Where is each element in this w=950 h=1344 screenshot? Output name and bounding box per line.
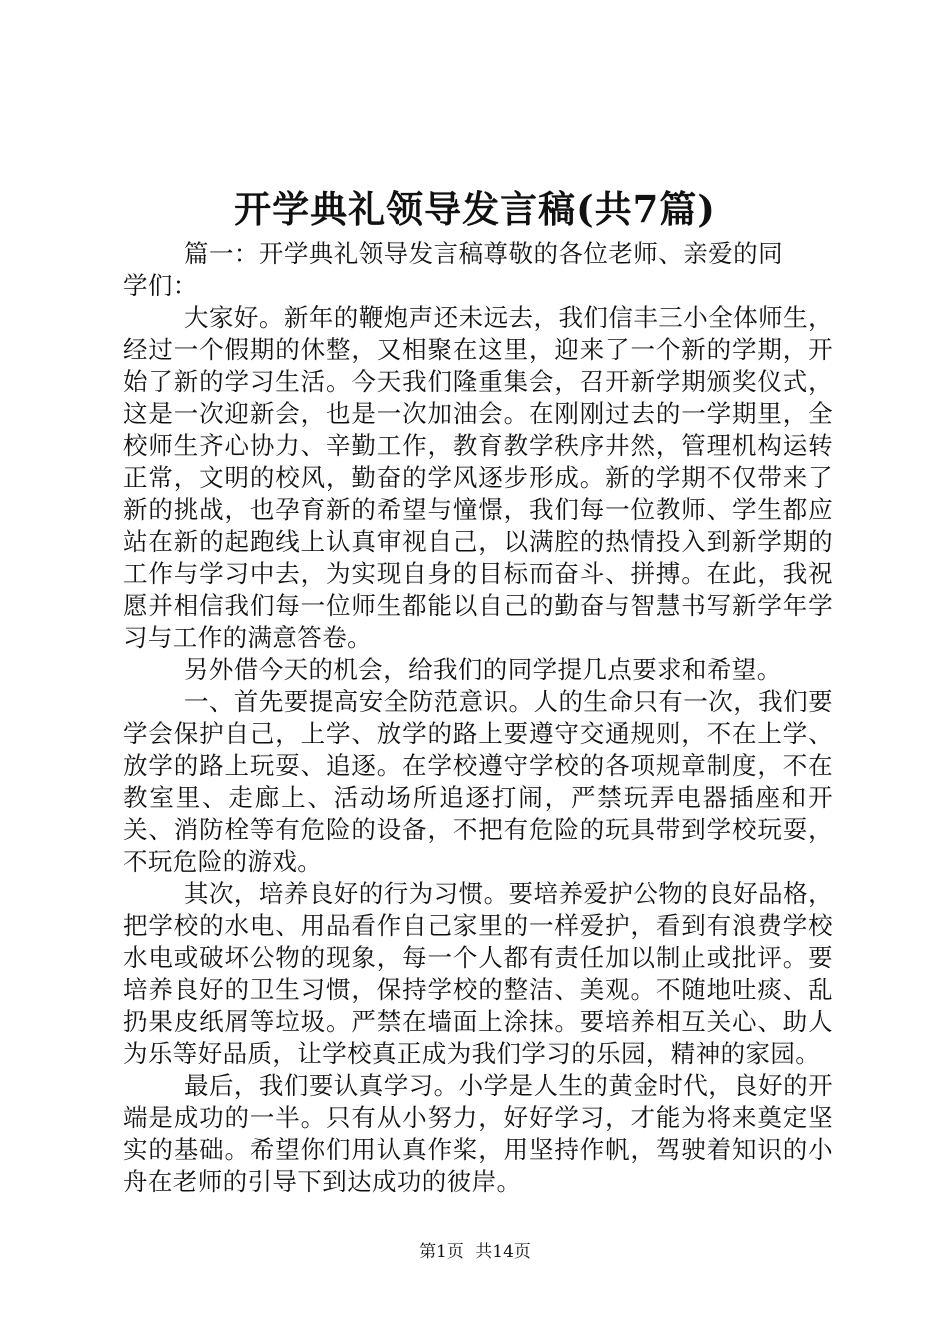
page-footer bbox=[0, 1240, 950, 1264]
paragraph-safety: 一、首先要提高安全防范意识。人的生命只有一次，我们要学会保护自己，上学、放学的路上要遵守交通规则，不在上学、放学的路上玩耍、追逐。在学校遵守学校的各项规章制度，不在教室里、走廊上、活动场所追逐打闹，严禁玩弄电器插座和开关、消防栓等有危险的设备，不把有危险的玩具带到学校玩耍，不玩危险的游戏。 bbox=[123, 687, 833, 876]
paragraph-habits: 其次，培养良好的行为习惯。要培养爱护公物的良好品格，把学校的水电、用品看作自己家里的一样爱护，看到有浪费学校水电或破坏公物的现象，每一个人都有责任加以制止或批评。要培养良好的卫生习惯，保持学校的整洁、美观。不随地吐痰、乱扔果皮纸屑等垃圾。严禁在墙面上涂抹。要培养相互关心、助人为乐等好品质，让学校真正成为我们学习的乐园，精神的家园。 bbox=[123, 879, 833, 1068]
paragraph-study: 最后，我们要认真学习。小学是人生的黄金时代，良好的开端是成功的一半。只有从小努力，好好学习，才能为将来奠定坚实的基础。希望你们用认真作桨，用坚持作帆，驾驶着知识的小舟在老师的引导下到达成功的彼岸。 bbox=[123, 1071, 833, 1196]
document-body bbox=[123, 238, 833, 1198]
document-title: 开学典礼领导发言稿(共7篇) bbox=[234, 187, 716, 231]
page-total: 共14页 bbox=[475, 1242, 531, 1262]
page-number: 第1页 bbox=[419, 1242, 464, 1262]
paragraph-greeting: 大家好。新年的鞭炮声还未远去，我们信丰三小全体师生，经过一个假期的休整，又相聚在这里，迎来了一个新的学期，开始了新的学习生活。今天我们隆重集会，召开新学期颁奖仪式，这是一次迎新会，也是一次加油会。在刚刚过去的一学期里，全校师生齐心协力、辛勤工作，教育教学秩序井然，管理机构运转正常，文明的校风，勤奋的学风逐步形成。新的学期不仅带来了新的挑战，也孕育新的希望与憧憬，我们每一位教师、学生都应站在新的起跑线上认真审视自己，以满腔的热情投入到新学期的工作与学习中去，为实现自身的目标而奋斗、拼搏。在此，我祝愿并相信我们每一位师生都能以自己的勤奋与智慧书写新学年学习与工作的满意答卷。 bbox=[123, 303, 833, 652]
paragraph-transition: 另外借今天的机会，给我们的同学提几点要求和希望。 bbox=[184, 655, 782, 684]
paragraph-opening: 篇一：开学典礼领导发言稿尊敬的各位老师、亲爱的同学们： bbox=[123, 239, 783, 300]
